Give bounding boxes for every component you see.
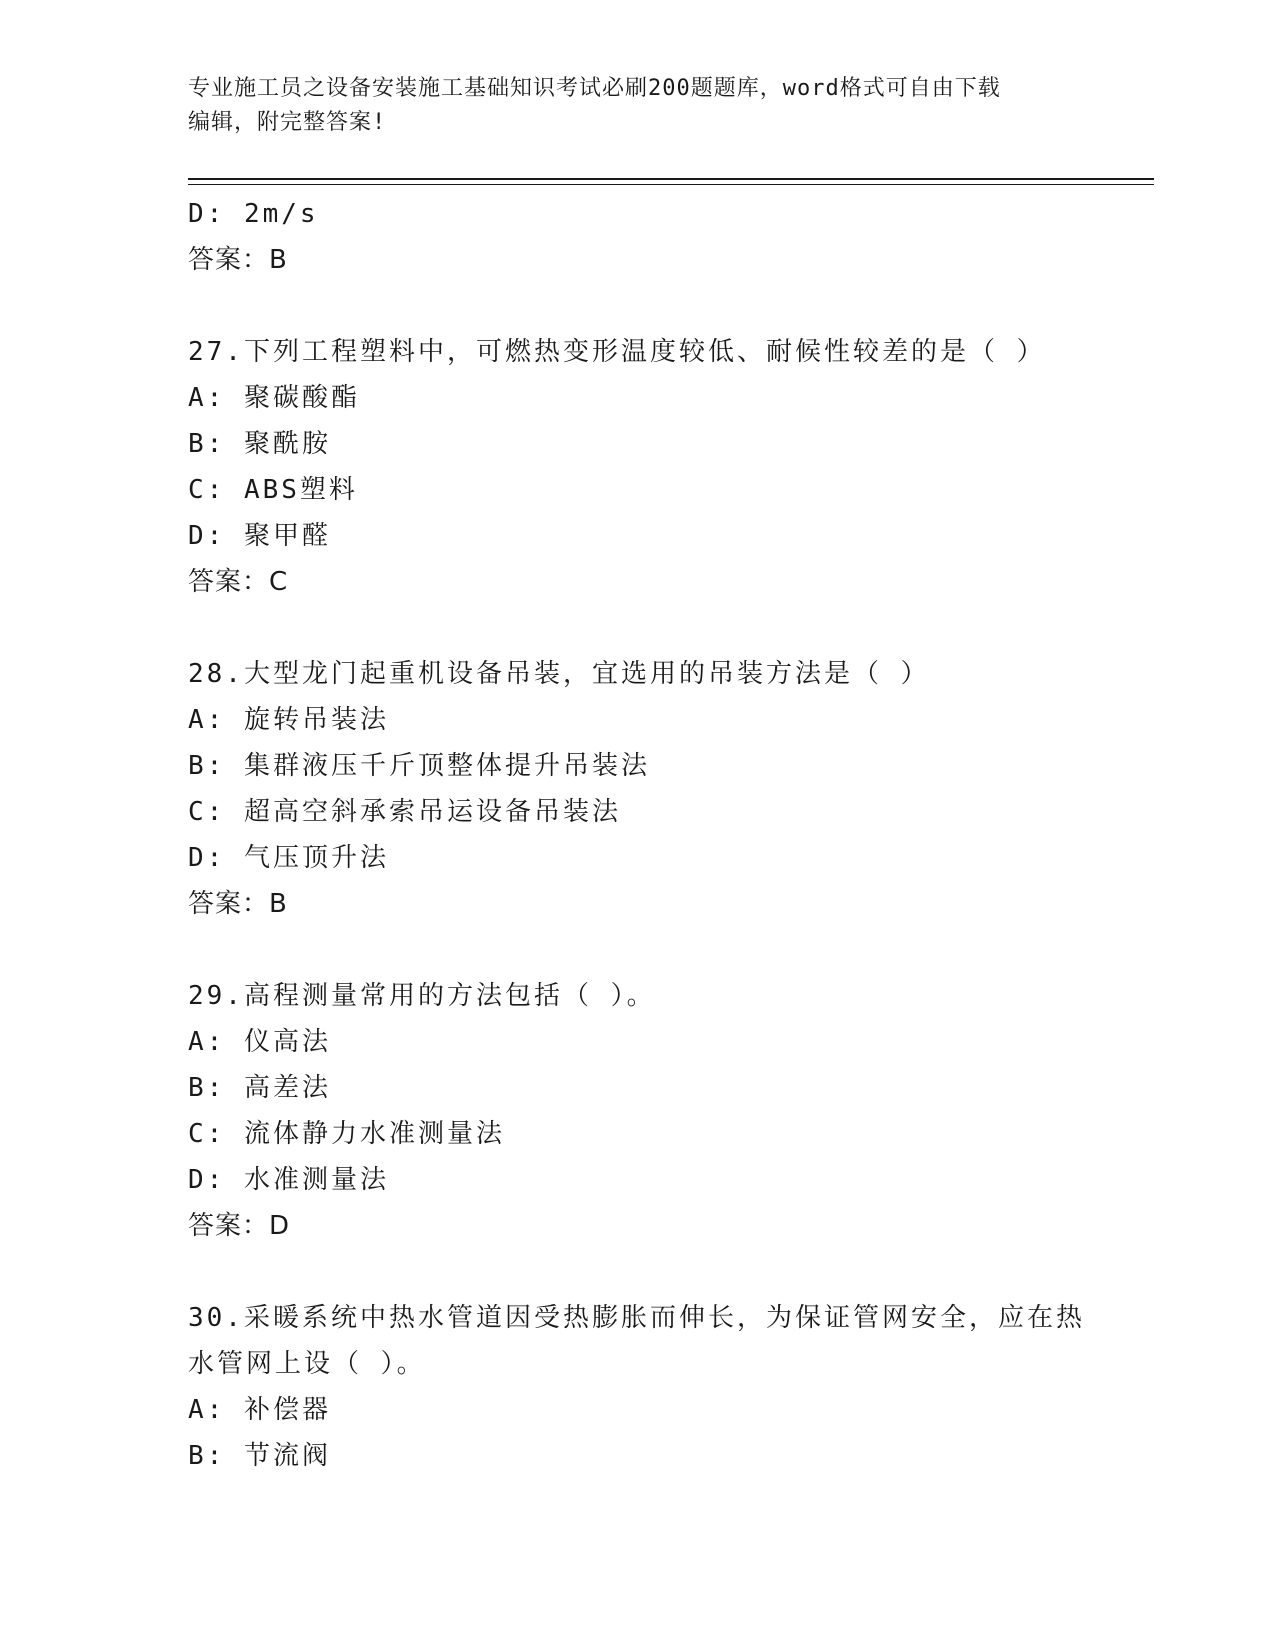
option-a: A: 旋转吊装法	[188, 705, 389, 735]
option-a: A: 补偿器	[188, 1395, 331, 1425]
question-28	[188, 651, 1088, 927]
prev-option-d: D: 2m/s	[188, 199, 319, 229]
prev-answer: 答案：B	[188, 245, 288, 275]
option-a: A: 仪高法	[188, 1027, 331, 1057]
question-30	[188, 1295, 1088, 1479]
option-b: B: 节流阀	[188, 1441, 331, 1471]
document-header	[188, 72, 1088, 140]
option-a: A: 聚碳酸酯	[188, 383, 360, 413]
header-title-line1: 专业施工员之设备安装施工基础知识考试必刷200题题库，word格式可自由下载	[188, 76, 1001, 101]
option-d: D: 聚甲醛	[188, 521, 331, 551]
answer: 答案：C	[188, 567, 289, 597]
question-stem-line1: 30.采暖系统中热水管道因受热膨胀而伸长，为保证管网安全，应在热	[188, 1303, 1085, 1333]
answer: 答案：B	[188, 889, 288, 919]
header-divider-thick	[188, 178, 1154, 180]
question-stem: 27.下列工程塑料中，可燃热变形温度较低、耐候性较差的是（ ）	[188, 337, 1046, 367]
question-stem-line2: 水管网上设（ ）。	[188, 1349, 426, 1379]
option-b: B: 集群液压千斤顶整体提升吊装法	[188, 751, 650, 781]
option-d: D: 气压顶升法	[188, 843, 389, 873]
question-stem: 29.高程测量常用的方法包括（ ）。	[188, 981, 656, 1011]
header-title-line2: 编辑，附完整答案!	[188, 110, 387, 135]
question-list	[188, 191, 1088, 1479]
answer: 答案：D	[188, 1211, 291, 1241]
question-stem: 28.大型龙门起重机设备吊装，宜选用的吊装方法是（ ）	[188, 659, 930, 689]
header-divider-thin	[188, 184, 1154, 185]
option-b: B: 聚酰胺	[188, 429, 331, 459]
option-d: D: 水准测量法	[188, 1165, 389, 1195]
option-c: C: 超高空斜承索吊运设备吊装法	[188, 797, 621, 827]
option-b: B: 高差法	[188, 1073, 331, 1103]
option-c: C: ABS塑料	[188, 475, 358, 505]
question-29	[188, 973, 1088, 1249]
option-c: C: 流体静力水准测量法	[188, 1119, 505, 1149]
question-27	[188, 329, 1088, 605]
